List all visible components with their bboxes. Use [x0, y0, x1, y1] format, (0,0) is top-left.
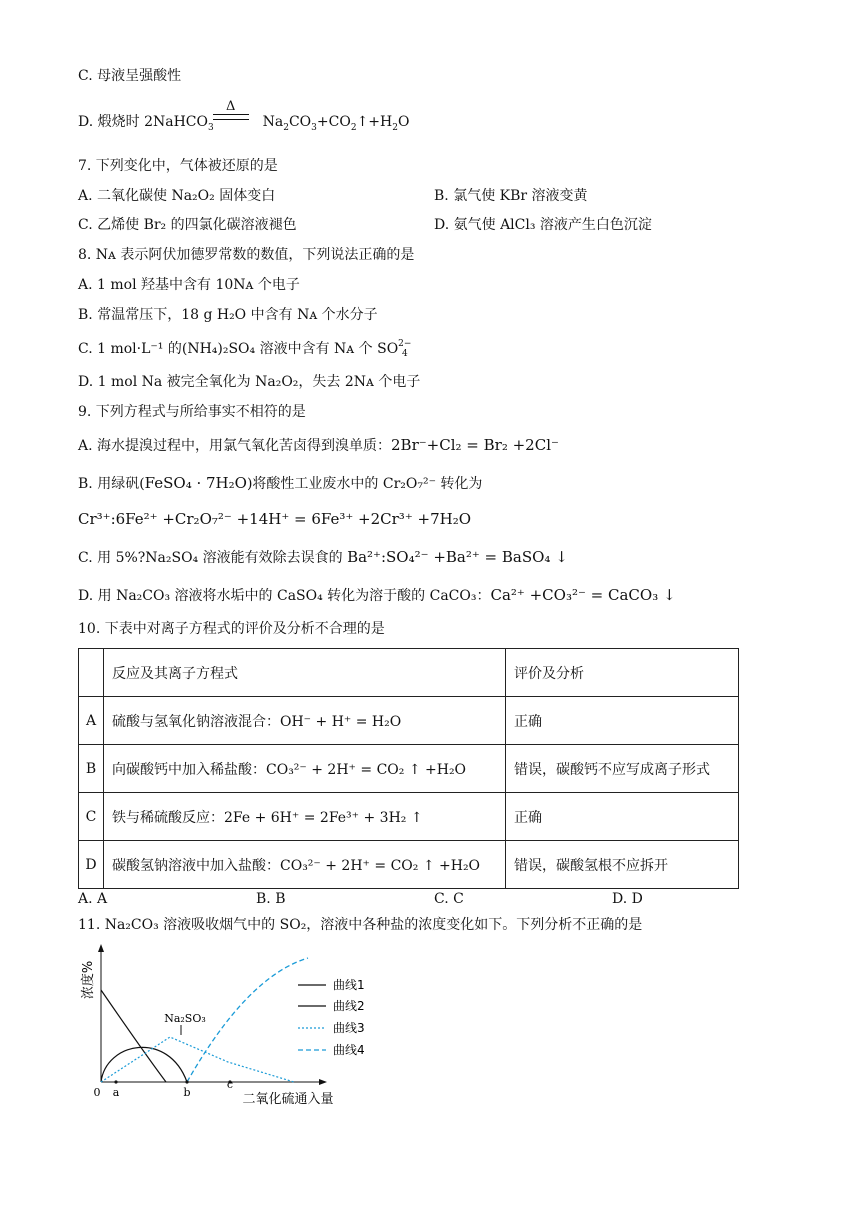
- tick-a-point: [114, 1080, 117, 1083]
- tick-b-point: [185, 1080, 188, 1083]
- heating-delta-symbol: Δ: [226, 99, 236, 114]
- legend-label-1: 曲线1: [333, 978, 365, 992]
- na2so3-annotation: Na₂SO₃: [164, 1012, 206, 1025]
- origin-label: 0: [93, 1086, 101, 1099]
- q10-option-a: A. A: [78, 891, 108, 907]
- table-row: [79, 793, 739, 841]
- legend-label-2: 曲线2: [333, 999, 365, 1013]
- q9-stem: 9. 下列方程式与所给事实不相符的是: [78, 404, 306, 420]
- row-label: D: [79, 841, 104, 889]
- q10-option-c: C. C: [434, 891, 464, 907]
- q10-stem: 10. 下表中对离子方程式的评价及分析不合理的是: [78, 621, 385, 637]
- x-tick-label: c: [226, 1078, 234, 1091]
- reaction-cell: 硫酸与氢氧化钠溶液混合：OH⁻ + H⁺ = H₂O: [104, 697, 506, 745]
- x-axis-label: 二氧化硫通入量: [242, 1092, 334, 1107]
- eval-cell: 正确: [506, 793, 739, 841]
- y-axis-label: 浓度%: [81, 960, 96, 1000]
- q10-option-b: B. B: [256, 891, 286, 907]
- table-header-cell: 反应及其离子方程式: [104, 649, 506, 697]
- reaction-cell: 铁与稀硫酸反应：2Fe + 6H⁺ = 2Fe³⁺ + 3H₂ ↑: [104, 793, 506, 841]
- q7-option-b: B. 氯气使 KBr 溶液变黄: [434, 188, 588, 204]
- q7-option-c: C. 乙烯使 Br₂ 的四氯化碳溶液褪色: [78, 217, 297, 233]
- legend-label-3: 曲线3: [333, 1021, 365, 1035]
- evaluation-table: [78, 648, 739, 889]
- q8-option-a: A. 1 mol 羟基中含有 10Nᴀ 个电子: [78, 277, 300, 293]
- curve-3: [101, 1037, 294, 1082]
- legend-label-4: 曲线4: [333, 1043, 365, 1057]
- eval-cell: 正确: [506, 697, 739, 745]
- q9-option-a: A. 海水提溴过程中，用氯气氧化苦卤得到溴单质：2Br⁻+Cl₂ = Br₂ +2Cl⁻: [78, 436, 559, 454]
- q7-option-d: D. 氨气使 AlCl₃ 溶液产生白色沉淀: [434, 217, 652, 233]
- q9-option-c: C. 用 5%?Na₂SO₄ 溶液能有效除去误食的 Ba²⁺:SO₄²⁻ +Ba²⁺ = BaSO₄ ↓: [78, 548, 568, 566]
- table-row: [79, 841, 739, 889]
- x-tick-label: b: [183, 1086, 191, 1099]
- q10-option-d: D. D: [612, 891, 643, 907]
- eval-cell: 错误，碳酸钙不应写成离子形式: [506, 745, 739, 793]
- q11-stem: 11. Na₂CO₃ 溶液吸收烟气中的 SO₂，溶液中各种盐的浓度变化如下。下列分析不正确的是: [78, 917, 643, 933]
- q8-option-b: B. 常温常压下，18 g H₂O 中含有 Nᴀ 个水分子: [78, 307, 378, 323]
- row-label: C: [79, 793, 104, 841]
- table-row: [79, 697, 739, 745]
- eval-cell: 错误，碳酸氢根不应拆开: [506, 841, 739, 889]
- reaction-cell: 向碳酸钙中加入稀盐酸：CO₃²⁻ + 2H⁺ = CO₂ ↑ +H₂O: [104, 745, 506, 793]
- y-axis-arrow: [98, 944, 104, 952]
- curve-1: [101, 990, 166, 1082]
- q9-option-d: D. 用 Na₂CO₃ 溶液将水垢中的 CaSO₄ 转化为溶于酸的 CaCO₃：Ca²⁺ +CO₃²⁻ = CaCO₃ ↓: [78, 586, 676, 604]
- q8-stem: 8. Nᴀ 表示阿伏加德罗常数的数值，下列说法正确的是: [78, 247, 415, 263]
- q7-option-a: A. 二氧化碳使 Na₂O₂ 固体变白: [78, 188, 276, 204]
- table-header-row: [79, 649, 739, 697]
- double-equal-bar: [213, 114, 249, 120]
- reaction-cell: 碳酸氢钠溶液中加入盐酸：CO₃²⁻ + 2H⁺ = CO₂ ↑ +H₂O: [104, 841, 506, 889]
- q6-option-c: C. 母液呈强酸性: [78, 68, 182, 84]
- q8-option-c: C. 1 mol·L⁻¹ 的(NH₄)₂SO₄ 溶液中含有 Nᴀ 个 SO2− 4: [78, 339, 412, 359]
- concentration-diagram: [78, 940, 378, 1110]
- x-tick-label: a: [112, 1086, 120, 1099]
- row-label: A: [79, 697, 104, 745]
- table-header-cell: 评价及分析: [506, 649, 739, 697]
- q9-option-b-equation: Cr³⁺:6Fe²⁺ +Cr₂O₇²⁻ +14H⁺ = 6Fe³⁺ +2Cr³⁺ +7H₂O: [78, 510, 472, 528]
- q7-stem: 7. 下列变化中，气体被还原的是: [78, 158, 278, 174]
- q9-option-b: B. 用绿矾(FeSO₄ · 7H₂O)将酸性工业废水中的 Cr₂O₇²⁻ 转化为: [78, 474, 483, 492]
- table-header-cell: [79, 649, 104, 697]
- row-label: B: [79, 745, 104, 793]
- q8-option-d: D. 1 mol Na 被完全氧化为 Na₂O₂，失去 2Nᴀ 个电子: [78, 374, 421, 390]
- table-row: [79, 745, 739, 793]
- x-axis-arrow: [319, 1079, 327, 1085]
- q6-option-d: D. 煅烧时 2NaHCO$_3$ $Na_2CO_3+CO_2↑+H_2O$: [78, 114, 410, 133]
